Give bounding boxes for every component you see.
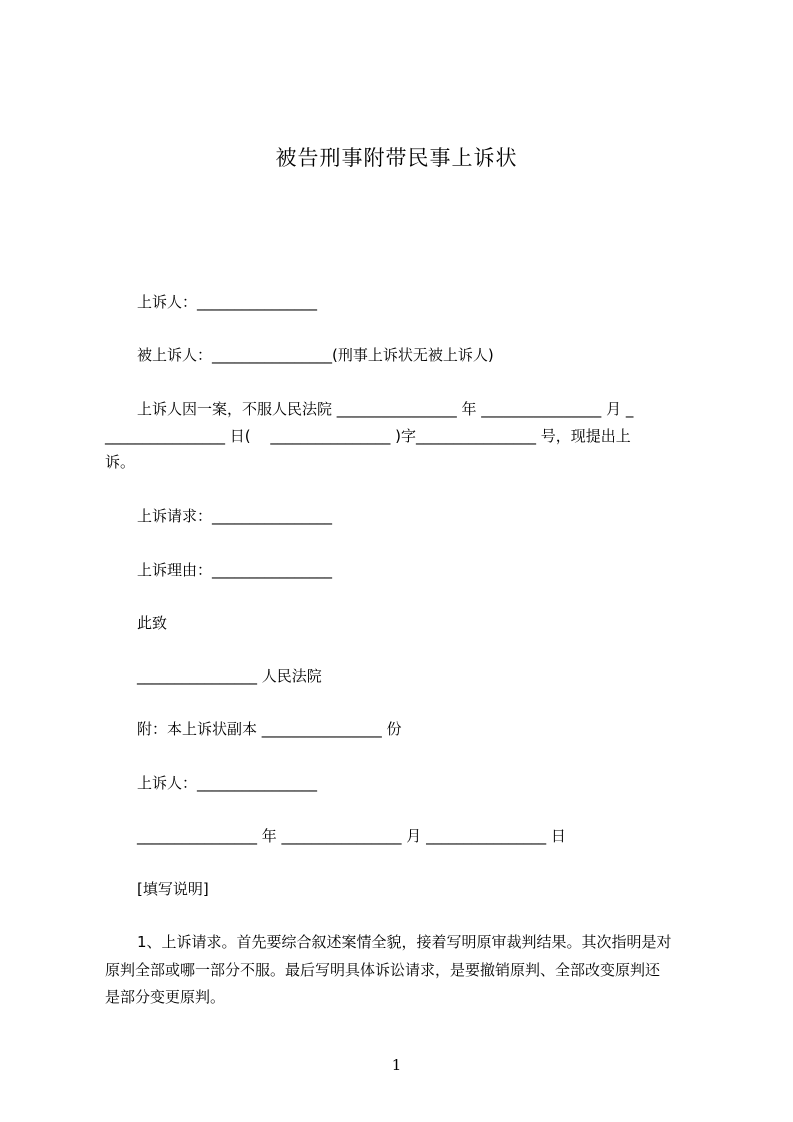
appeal-request-line: 上诉请求：________________ [137, 507, 333, 525]
court-line: ________________ 人民法院 [137, 667, 322, 685]
case-paragraph-line-3: 诉。 [105, 453, 136, 471]
instructions-line-3: 是部分变更原判。 [105, 988, 226, 1006]
salutation: 此致 [137, 614, 168, 632]
appellant-line: 上诉人：________________ [137, 293, 318, 311]
instructions-line-1: 1、上诉请求。首先要综合叙述案情全貌，接着写明原审裁判结果。其次指明是对 [137, 933, 672, 951]
instructions-heading: [填写说明] [137, 880, 209, 898]
document-title: 被告刑事附带民事上诉状 [275, 146, 518, 170]
case-paragraph-line-2: ________________ 日( ________________ )字________________ 号，现提出上 [105, 427, 631, 445]
appeal-reason-line: 上诉理由：________________ [137, 561, 333, 579]
signer-line: 上诉人：________________ [137, 774, 318, 792]
case-paragraph-line-1: 上诉人因一案，不服人民法院 ________________ 年 ________________ 月 _ [137, 400, 634, 418]
instructions-line-2: 原判全部或哪一部分不服。最后写明具体诉讼请求，是要撤销原判、全部改变原判还 [105, 961, 661, 979]
attachment-line: 附：本上诉状副本 ________________ 份 [137, 720, 402, 738]
appellee-line: 被上诉人：________________(刑事上诉状无被上诉人) [137, 346, 494, 364]
date-line: ________________ 年 ________________ 月 ________________ 日 [137, 827, 566, 845]
page-number: 1 [391, 1056, 402, 1074]
